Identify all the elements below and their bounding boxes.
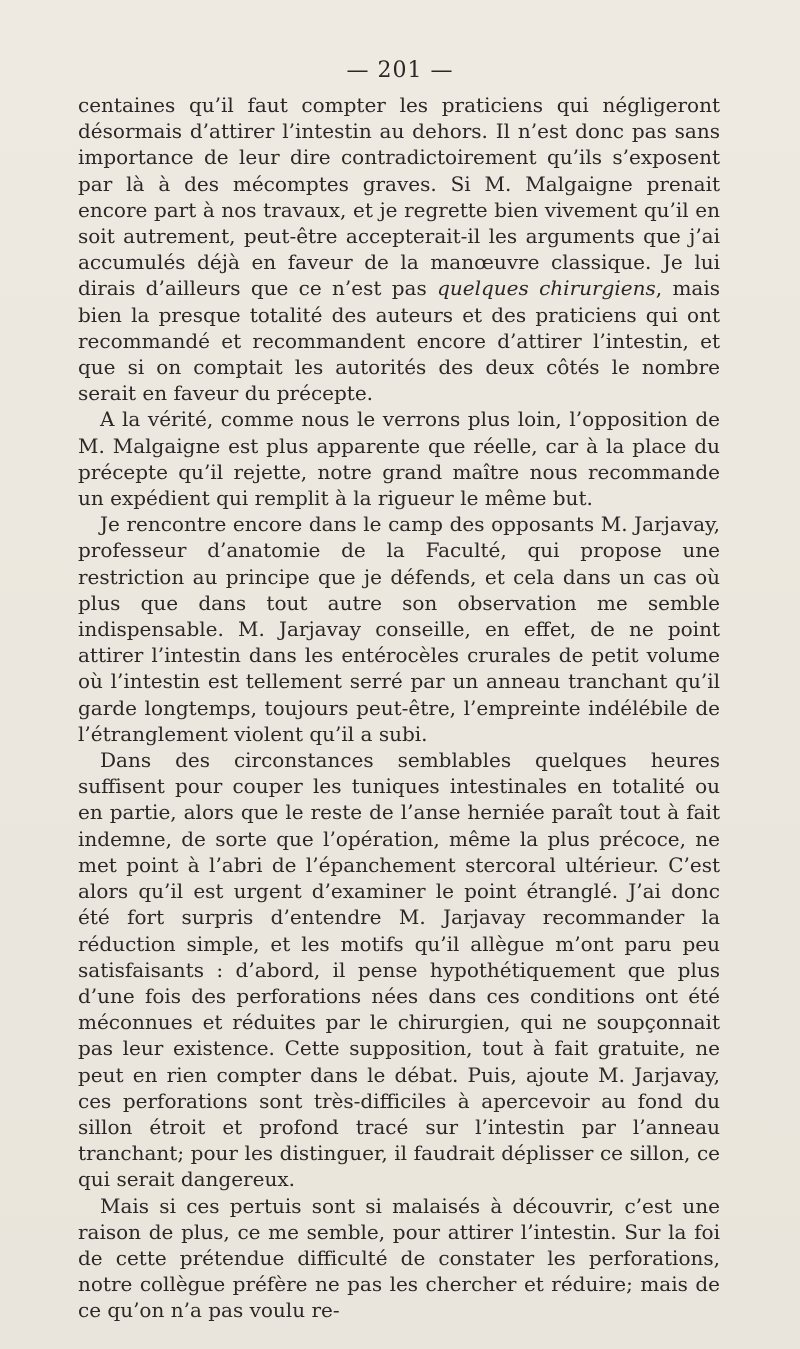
paragraph-4: Dans des circonstances semblables quelques heures suffisent pour couper les tuniques intestinales en totalité ou en partie, alors que le reste de l’anse herniée paraît tout à fait indemne, de sorte que l’opération, même la plus précoce, ne met point à l’abri de l’épanchement stercoral ultérieur. C’est alors qu’il est urgent d’examiner le point étranglé. J’ai donc été fort surpris d’entendre M. Jarjavay recommander la réduction simple, et les motifs qu’il allègue m’ont paru peu satisfaisants : d’abord, il pense hypothétiquement que plus d’une fois des perforations nées dans ces conditions ont été méconnues et réduites par le chirurgien, qui ne soupçonnait pas leur existence. Cette supposition, tout à fait gratuite, ne peut en rien compter dans le débat. Puis, ajoute M. Jarjavay, ces perforations sont très-difficiles à apercevoir au fond du sillon étroit et profond tracé sur l’intestin par l’anneau tranchant; pour les distinguer, il faudrait déplisser ce sillon, ce qui serait dangereux. [78, 748, 720, 1192]
paragraph-3: Je rencontre encore dans le camp des opposants M. Jarjavay, professeur d’anatomie de la Faculté, qui propose une restriction au principe que je défends, et cela dans un cas où plus que dans tout autre son observation me semble indispensable. M. Jarjavay conseille, en effet, de ne point attirer l’intestin dans les entérocèles crurales de petit volume où l’intestin est tellement serré par un anneau tranchant qu’il garde longtemps, toujours peut-être, l’empreinte indélébile de l’étranglement violent qu’il a subi. [78, 512, 720, 746]
page-number: — 201 — [346, 58, 454, 83]
body-text [78, 92, 720, 1324]
paragraph-1: centaines qu’il faut compter les praticiens qui négligeront désormais d’attirer l’intestin au dehors. Il n’est donc pas sans importance de leur dire contradictoirement qu’ils s’exposent par là à des mécomptes graves. Si M. Malgaigne prenait encore part à nos travaux, et je regrette bien vivement qu’il en soit autrement, peut-être accepterait-il les arguments que j’ai accumulés déjà en faveur de la manœuvre classique. Je lui dirais d’ailleurs que ce n’est pas quelques chirurgiens, mais bien la presque totalité des auteurs et des praticiens qui ont recommandé et recommandent encore d’attirer l’intestin, et que si on comptait les autorités des deux côtés le nombre serait en faveur du précepte. [78, 93, 721, 406]
paragraph-5: Mais si ces pertuis sont si malaisés à découvrir, c’est une raison de plus, ce me semble, pour attirer l’intestin. Sur la foi de cette prétendue difficulté de constater les perforations, notre collègue préfère ne pas les chercher et réduire; mais de ce qu’on n’a pas voulu re- [78, 1193, 720, 1323]
paragraph-2: A la vérité, comme nous le verrons plus loin, l’opposition de M. Malgaigne est plus apparente que réelle, car à la place du précepte qu’il rejette, notre grand maître nous recommande un expédient qui remplit à la rigueur le même but. [78, 407, 720, 511]
